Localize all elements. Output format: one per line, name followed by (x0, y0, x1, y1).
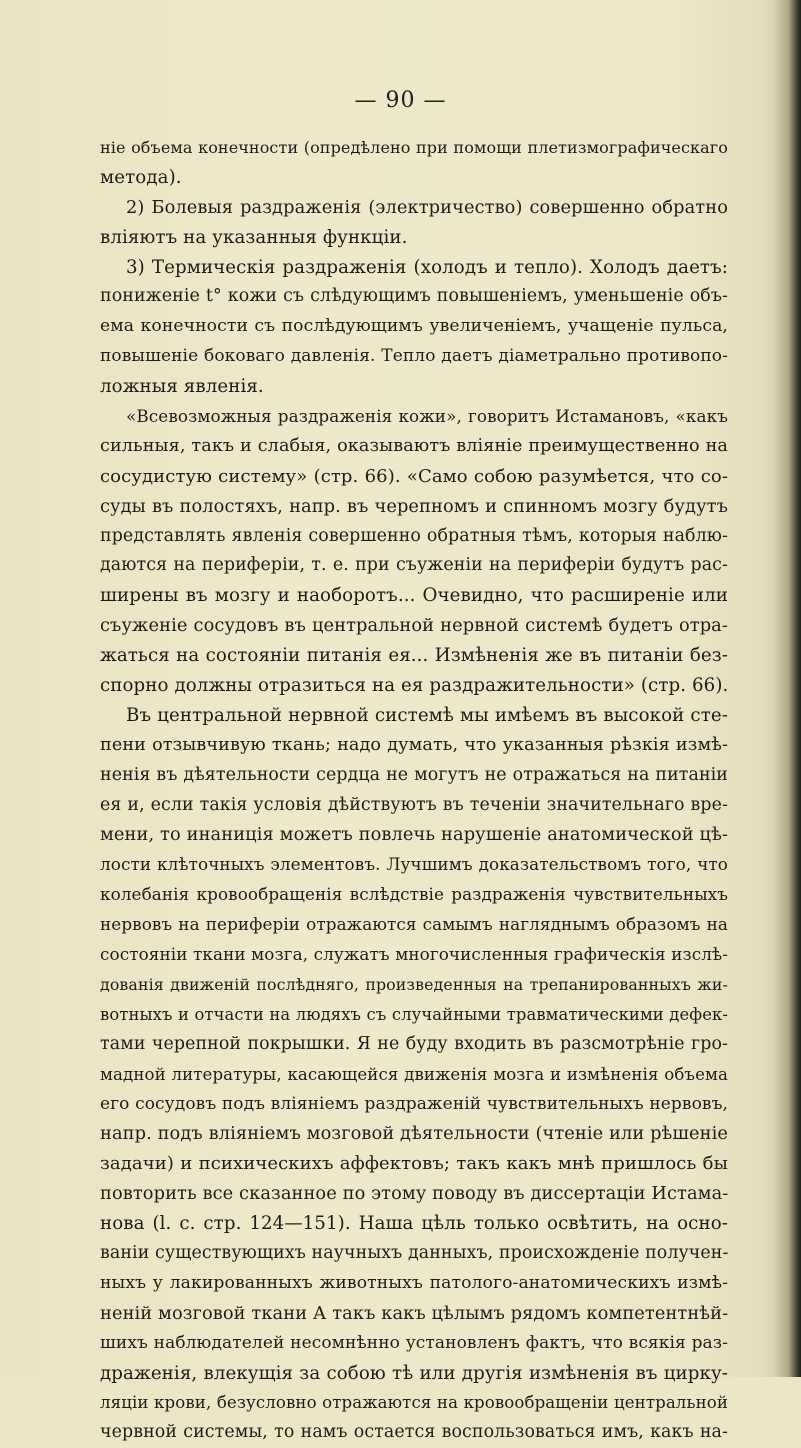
text-line: ныхъ у лакированныхъ животныхъ патолого-анатомическихъ измѣ- (100, 1272, 728, 1293)
text-line: червной системы, то намъ остается воспользоваться имъ, какъ на- (100, 1422, 728, 1443)
text-line: ширены въ мозгу и наоборотъ... Очевидно, что расширеніе или (100, 585, 728, 607)
text-line: 3) Термическія раздраженія (холодъ и тепло). Холодъ даетъ: (126, 256, 728, 278)
text-line: неній мозговой ткани А такъ какъ цѣлымъ рядомъ компетентнѣй- (100, 1302, 729, 1324)
text-line: представлять явленія совершенно обратныя тѣмъ, которыя наблю- (100, 525, 728, 546)
text-line: ніе объема конечности (опредѣлено при помощи плетизмографическаго (100, 138, 728, 157)
text-line: метода). (100, 166, 182, 188)
text-line: ляціи крови, безусловно отражаются на кровообращеніи центральной (100, 1393, 728, 1413)
text-line: ваніи существующихъ научныхъ данныхъ, происхожденіе получен- (100, 1242, 729, 1263)
text-line: состояніи ткани мозга, служатъ многочисленныя графическія изслѣ- (100, 944, 728, 965)
text-line: мени, то инаниція можетъ повлечь нарушеніе анатомической цѣ- (100, 824, 728, 846)
text-line: Въ центральной нервной системѣ мы имѣемъ въ высокой сте- (126, 704, 728, 726)
text-line: повторить все сказанное по этому поводу въ диссертаціи Истама- (100, 1183, 729, 1205)
text-line: нова (l. с. стр. 124—151). Наша цѣль только освѣтить, на осно- (100, 1213, 728, 1235)
text-line: суды въ полостяхъ, напр. въ черепномъ и спинномъ мозгу будутъ (100, 495, 728, 517)
text-line: «Всевозможныя раздраженія кожи», говоритъ Истамановъ, «какъ (126, 406, 728, 427)
text-line: дованія движеній послѣдняго, произведенныя на трепанированныхъ жи- (100, 974, 728, 994)
text-line: сильныя, такъ и слабыя, оказываютъ вліяніе преимущественно на (100, 435, 728, 456)
text-line: ема конечности съ послѣдующимъ увеличеніемъ, учащеніе пульса, (100, 316, 728, 337)
text-line: спорно должны отразиться на ея раздражительности» (стр. 66). (100, 675, 729, 697)
text-line: пониженіе t° кожи съ слѣдующимъ повышеніемъ, уменьшеніе объ- (100, 286, 728, 307)
text-line: нервовъ на периферіи отражаются самымъ нагляднымъ образомъ на (100, 914, 728, 935)
text-line: даются на периферіи, т. е. при съуженіи на периферіи будутъ рас- (100, 555, 728, 576)
text-line: вліяютъ на указанныя функціи. (100, 226, 408, 248)
text-line: драженія, влекущія за собою тѣ или другія измѣненія въ цирку- (100, 1362, 728, 1384)
text-line: 2) Болевыя раздраженія (электричество) совершенно обратно (126, 196, 728, 218)
page-edge-shadow (773, 0, 801, 1377)
text-line: пени отзывчивую ткань; надо думать, что указанныя рѣзкія измѣ- (100, 734, 728, 755)
text-line: лости клѣточныхъ элементовъ. Лучшимъ доказательствомъ того, что (100, 854, 728, 875)
text-line: шихъ наблюдателей несомнѣнно установленъ фактъ, что всякія раз- (100, 1332, 728, 1353)
text-line: колебанія кровообращенія вслѣдствіе раздраженія чувствительныхъ (100, 884, 728, 905)
text-line: ложныя явленія. (100, 376, 264, 398)
text-line: ненія въ дѣятельности сердца не могутъ не отражаться на питаніи (100, 764, 728, 785)
text-line: сосудистую систему» (стр. 66). «Само собою разумѣется, что со- (100, 465, 728, 487)
text-line: вотныхъ и отчасти на людяхъ съ случайными травматическими дефек- (100, 1004, 728, 1024)
text-line: задачи) и психическихъ аффектовъ; такъ какъ мнѣ пришлось бы (100, 1153, 728, 1175)
body-text (100, 133, 728, 1448)
text-line: напр. подъ вліяніемъ мозговой дѣятельности (чтеніе или рѣшеніе (100, 1123, 728, 1145)
text-line: ея и, если такія условія дѣйствуютъ въ теченіи значительнаго вре- (100, 794, 728, 815)
text-line: тами черепной покрышки. Я не буду входить въ разсмотрѣніе гро- (100, 1033, 728, 1054)
text-line: мадной литературы, касающейся движенія мозга и измѣненія объема (100, 1064, 728, 1084)
page-number: — 90 — (354, 88, 447, 113)
text-line: съуженіе сосудовъ въ центральной нервной системѣ будетъ отра- (100, 615, 728, 637)
text-line: его сосудовъ подъ вліяніемъ раздраженій чувствительныхъ нервовъ, (100, 1093, 728, 1114)
text-line: жаться на состояніи питанія ея... Измѣненія же въ питаніи без- (100, 645, 728, 667)
text-line: повышеніе боковаго давленія. Тепло даетъ діаметрально противопо- (100, 346, 728, 367)
